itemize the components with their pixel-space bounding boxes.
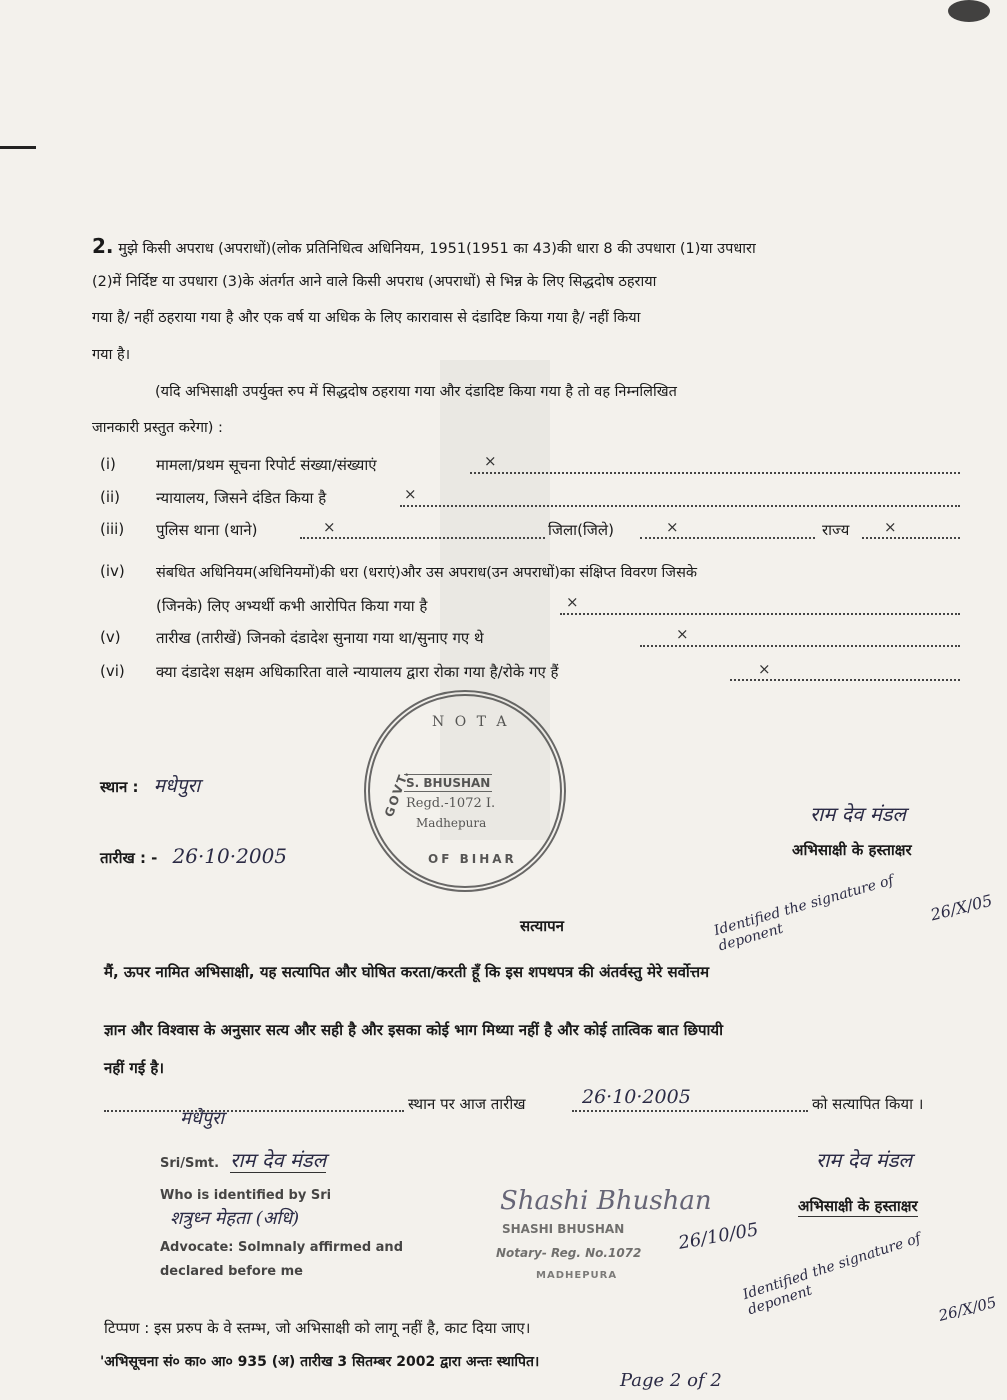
- clause-2-line-1: 2. मुझे किसी अपराध (अपराधों)(लोक प्रतिनिधित्व अधिनियम, 1951(1951 का 43)की धारा 8 की उपधारा (1)या उपधारा: [92, 234, 756, 258]
- item-vi: (vi) क्या दंडादेश सक्षम अधिकारिता वाले न्यायालय द्वारा रोका गया है/रोके गए हैं: [100, 662, 559, 681]
- clause-2-note-1: (यदि अभिसाक्षी उपर्युक्त रुप में सिद्धदोष ठहराया गया और दंडादिष्ट किया गया है तो वह निम्नलिखित: [155, 384, 677, 400]
- deponent-signature-label: अभिसाक्षी के हस्ताक्षर: [792, 841, 912, 859]
- item-iv: (iv) संबधित अधिनियम(अधिनियमों)की धरा (धराएं)और उस अपराध(उन अपराधों)का संक्षिप्त विवरण जिसके: [100, 562, 698, 581]
- verification-line-2: ज्ञान और विश्वास के अनुसार सत्य और सही है और इसका कोई भाग मिथ्या नहीं है और कोई तात्विक बात छिपायी: [104, 1021, 724, 1039]
- verification-line-1: मैं, ऊपर नामित अभिसाक्षी, यह सत्यापित और घोषित करता/करती हूँ कि इस शपथपत्र की अंतर्वस्तु मेरे सर्वोत्तम: [104, 963, 710, 981]
- verification-line-3: नहीं गई है।: [104, 1059, 165, 1077]
- sri-handwritten: राम देव मंडल: [230, 1148, 327, 1172]
- stamp-regd: Regd.-1072 I.: [406, 796, 496, 811]
- fill-line-iii-state: [862, 537, 960, 539]
- cross-mark-iv: ×: [566, 593, 579, 611]
- item-i: (i) मामला/प्रथम सूचना रिपोर्ट संख्या/संख्याएं: [100, 455, 377, 474]
- verification-date-line: [572, 1110, 808, 1112]
- item-iii: (iii) पुलिस थाना (थाने): [100, 520, 258, 539]
- notary-reg-stamp: Notary- Reg. No.1072: [496, 1246, 642, 1260]
- cross-mark-v: ×: [676, 625, 689, 643]
- deponent-date-mark: 26/X/05: [928, 890, 995, 925]
- page-number-handwritten: Page 2 of 2: [620, 1370, 722, 1391]
- fill-line-vi: [730, 679, 960, 681]
- place-handwritten: मधेपुरा: [153, 775, 201, 797]
- notary-stamp: [364, 690, 566, 892]
- notary-signature-handwritten: Shashi Bhushan: [500, 1186, 712, 1216]
- cross-mark-iii-state: ×: [884, 518, 897, 536]
- verification-end-text: को सत्यापित किया ।: [812, 1095, 924, 1113]
- clause-2-note-2: जानकारी प्रस्तुत करेगा) :: [92, 420, 223, 436]
- deponent-signature-2-handwritten: राम देव मंडल: [816, 1148, 912, 1172]
- notary-block-identified: Who is identified by Sri: [160, 1188, 332, 1203]
- scan-smudge: [948, 0, 990, 22]
- clause-number: 2.: [92, 234, 114, 258]
- verification-place-line: [104, 1110, 404, 1112]
- notary-block-sri: Sri/Smt. राम देव मंडल: [160, 1148, 327, 1172]
- scan-edge-mark: [0, 146, 36, 149]
- deponent-2-date-mark: 26/X/05: [936, 1293, 999, 1325]
- stamp-left-text: GOVT.: [381, 767, 413, 819]
- fill-line-iii-thana: [300, 537, 545, 539]
- place-field: स्थान : मधेपुरा: [100, 775, 201, 797]
- clause-2-line-2: (2)में निर्दिष्ट या उपधारा (3)के अंतर्गत आने वाले किसी अपराध (अपराधों) से भिन्न के लिए सिद्धदोष ठहराया: [92, 274, 657, 290]
- stamp-name: S. BHUSHAN: [406, 776, 491, 790]
- cross-mark-iii-district: ×: [666, 518, 679, 536]
- clause-2-line-3: गया है/ नहीं ठहराया गया है और एक वर्ष या अधिक के लिए कारावास से दंडादिष्ट किया गया है/ नहीं किया: [92, 310, 641, 326]
- identified-note-handwritten: Identified the signature of deponent: [712, 872, 896, 955]
- fill-line-iii-district: [640, 537, 815, 539]
- fill-line-iv: [560, 613, 960, 615]
- notary-date-mark: 26/10/05: [676, 1219, 761, 1254]
- verification-title: सत्यापन: [520, 917, 564, 935]
- stamp-bottom-text: OF BIHAR: [428, 852, 517, 866]
- verification-date-handwritten: 26·10·2005: [582, 1086, 691, 1108]
- stamp-top-text: N O T A: [432, 714, 510, 730]
- notary-place-stamp: MADHEPURA: [536, 1270, 618, 1281]
- item-iv-line-2: (जिनके) लिए अभ्यर्थी कभी आरोपित किया गया है: [156, 597, 428, 615]
- footer-note: टिप्पण : इस प्ररुप के वे स्तम्भ, जो अभिसाक्षी को लागू नहीं है, काट दिया जाए।: [104, 1319, 531, 1337]
- advocate-handwritten: शत्रुध्न मेहता (अधि): [170, 1208, 300, 1229]
- clause-2-line-4: गया है।: [92, 347, 131, 363]
- verification-place-handwritten: मधेपुरा: [180, 1108, 225, 1129]
- deponent-signature-handwritten: राम देव मंडल: [810, 802, 906, 826]
- verification-place-text: स्थान पर आज तारीख: [408, 1095, 526, 1113]
- identified-note-2-handwritten: Identified the signature of deponent: [740, 1230, 923, 1319]
- item-ii: (ii) न्यायालय, जिसने दंडित किया है: [100, 488, 327, 507]
- cross-mark-vi: ×: [758, 660, 771, 678]
- footer-gazette: 'अभिसूचना सं० का० आ० 935 (अ) तारीख 3 सितम्बर 2002 द्वारा अन्तः स्थापित।: [100, 1354, 540, 1370]
- notary-block-advocate: Advocate: Solmnaly affirmed and: [160, 1240, 403, 1255]
- cross-mark-ii: ×: [404, 485, 417, 503]
- stamp-place: Madhepura: [416, 816, 487, 830]
- cross-mark-i: ×: [484, 452, 497, 470]
- district-label: जिला(जिले): [548, 521, 614, 539]
- fill-line-ii: [400, 505, 960, 507]
- fill-line-v: [640, 645, 960, 647]
- notary-name-stamp: SHASHI BHUSHAN: [502, 1222, 625, 1236]
- notary-block-declared: declared before me: [160, 1264, 303, 1279]
- item-v: (v) तारीख (तारीखें) जिनको दंडादेश सुनाया गया था/सुनाए गए थे: [100, 628, 484, 647]
- cross-mark-iii-thana: ×: [323, 518, 336, 536]
- date-field: तारीख : - 26·10·2005: [100, 844, 288, 868]
- state-label: राज्य: [822, 521, 850, 539]
- date-handwritten: 26·10·2005: [172, 844, 288, 868]
- deponent-signature-2-label: अभिसाक्षी के हस्ताक्षर: [798, 1197, 918, 1215]
- fill-line-i: [470, 472, 960, 474]
